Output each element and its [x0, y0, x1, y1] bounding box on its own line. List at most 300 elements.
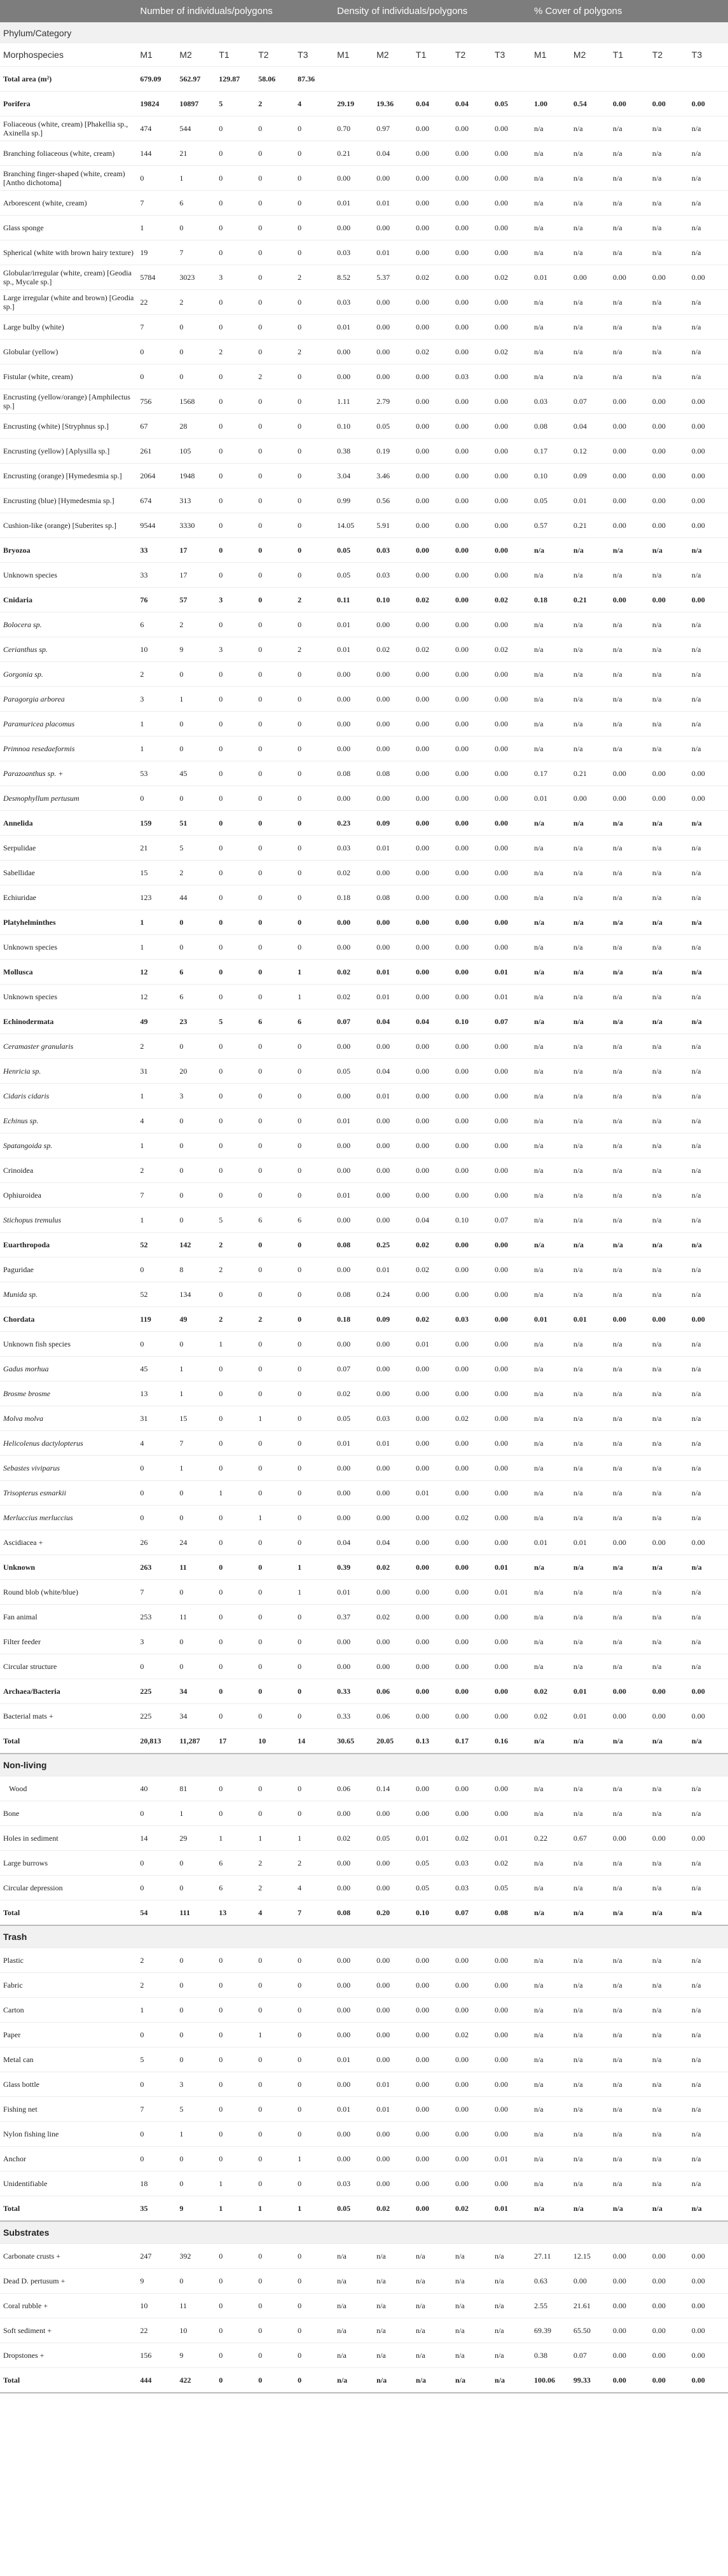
table-cell: n/a [570, 1973, 610, 1998]
table-cell: n/a [531, 240, 570, 265]
table-cell: n/a [531, 1034, 570, 1059]
table-cell: 0 [216, 761, 255, 786]
table-cell: 1 [176, 2122, 216, 2147]
table-cell: n/a [649, 1357, 689, 1381]
row-label: Primnoa resedaeformis [0, 737, 137, 761]
table-cell: n/a [689, 1776, 728, 1801]
table-cell: 49 [137, 1009, 176, 1034]
table-cell: n/a [570, 1801, 610, 1826]
table-cell: 0.00 [491, 1456, 531, 1481]
table-cell: 0.00 [452, 1704, 491, 1729]
table-cell: 0.00 [373, 786, 413, 811]
table-cell: 10897 [176, 92, 216, 116]
table-cell: 0 [137, 2147, 176, 2171]
table-cell: n/a [610, 737, 649, 761]
table-cell: 0.00 [413, 1555, 452, 1580]
col-header: T2 [255, 43, 294, 67]
table-cell: n/a [531, 1109, 570, 1133]
table-cell: n/a [570, 1630, 610, 1654]
table-cell: n/a [649, 191, 689, 216]
table-cell: 0.00 [413, 1034, 452, 1059]
table-cell: 0.10 [452, 1208, 491, 1233]
table-cell: 0.00 [334, 786, 373, 811]
table-cell: 0.07 [334, 1357, 373, 1381]
table-cell: n/a [531, 1381, 570, 1406]
table-cell: 11 [176, 2294, 216, 2318]
table-cell: 0.00 [491, 1158, 531, 1183]
table-cell: 0 [216, 191, 255, 216]
table-cell: 0.04 [452, 92, 491, 116]
table-cell: 0.00 [452, 1948, 491, 1973]
table-cell: 0.00 [491, 364, 531, 389]
table-row [0, 712, 728, 737]
table-cell: n/a [570, 687, 610, 712]
table-cell: n/a [570, 191, 610, 216]
table-cell: 0.00 [491, 2171, 531, 2196]
table-cell: 0.00 [649, 389, 689, 414]
table-cell: 0.19 [373, 439, 413, 464]
table-cell: 0 [255, 563, 294, 588]
table-cell: 0.00 [452, 1357, 491, 1381]
table-cell: n/a [531, 166, 570, 191]
table-cell: 21 [137, 836, 176, 861]
table-cell: n/a [531, 141, 570, 166]
table-cell: n/a [649, 1876, 689, 1901]
table-cell: 0.00 [334, 364, 373, 389]
table-cell: n/a [570, 563, 610, 588]
table-cell: 0 [216, 2368, 255, 2393]
table-cell: 0.00 [491, 712, 531, 737]
row-label: Carton [0, 1998, 137, 2023]
row-label: Paramuricea placomus [0, 712, 137, 737]
table-cell: n/a [570, 141, 610, 166]
table-cell: 5784 [137, 265, 176, 290]
table-cell: 0.00 [491, 786, 531, 811]
table-cell: 2 [216, 1307, 255, 1332]
table-row [0, 2171, 728, 2196]
table-cell: 0.16 [491, 1729, 531, 1754]
table-cell [649, 67, 689, 92]
table-cell: 263 [137, 1555, 176, 1580]
table-cell: 0.00 [491, 1307, 531, 1332]
table-cell: 0.00 [413, 811, 452, 836]
table-cell: n/a [531, 1580, 570, 1605]
table-cell: n/a [610, 1729, 649, 1754]
table-cell: 0.00 [491, 613, 531, 637]
table-cell: n/a [610, 1034, 649, 1059]
table-cell: n/a [570, 1183, 610, 1208]
table-cell: 0.02 [413, 1257, 452, 1282]
table-row [0, 761, 728, 786]
table-cell: 0 [255, 2244, 294, 2269]
table-cell: 0 [216, 985, 255, 1009]
table-cell: 0 [294, 1084, 334, 1109]
row-label: Echinodermata [0, 1009, 137, 1034]
table-cell: 0.00 [452, 662, 491, 687]
table-cell: 0.00 [491, 315, 531, 340]
row-label: Chordata [0, 1307, 137, 1332]
table-cell: 674 [137, 488, 176, 513]
table-cell: 0.00 [491, 1801, 531, 1826]
table-cell: n/a [610, 1973, 649, 1998]
table-cell: n/a [689, 2097, 728, 2122]
table-row [0, 1208, 728, 1233]
table-cell: 0 [294, 613, 334, 637]
table-cell: n/a [610, 2023, 649, 2047]
table-cell: n/a [570, 538, 610, 563]
row-label: Dropstones + [0, 2343, 137, 2368]
table-row [0, 2368, 728, 2393]
table-cell: 0.00 [413, 2171, 452, 2196]
table-cell: 0 [176, 2023, 216, 2047]
table-cell: n/a [531, 1973, 570, 1998]
table-cell: n/a [531, 1948, 570, 1973]
table-cell: 1 [176, 1801, 216, 1826]
table-cell: n/a [531, 290, 570, 315]
table-cell: 0 [294, 1431, 334, 1456]
table-cell: 0 [294, 1282, 334, 1307]
table-cell: 0.00 [570, 786, 610, 811]
table-cell: n/a [610, 637, 649, 662]
table-cell: 0.07 [452, 1901, 491, 1926]
table-cell: 0.00 [334, 340, 373, 364]
table-cell: 0.01 [531, 786, 570, 811]
table-row [0, 2196, 728, 2222]
table-cell: 1 [216, 2171, 255, 2196]
table-cell: 0.00 [491, 141, 531, 166]
row-label: Branching finger-shaped (white, cream) [Antho dichotoma] [0, 166, 137, 191]
table-cell: 0 [176, 1973, 216, 1998]
table-cell: n/a [649, 1208, 689, 1233]
table-cell: 0.00 [452, 2171, 491, 2196]
table-cell: n/a [689, 885, 728, 910]
row-label: Anchor [0, 2147, 137, 2171]
table-cell: n/a [413, 2294, 452, 2318]
table-cell: 0.09 [570, 464, 610, 488]
table-cell [373, 67, 413, 92]
table-cell: 0.00 [334, 737, 373, 761]
row-label: Porifera [0, 92, 137, 116]
table-cell: 3 [176, 1084, 216, 1109]
table-cell: 0.00 [649, 2294, 689, 2318]
table-row [0, 811, 728, 836]
table-cell: 0.00 [452, 910, 491, 935]
table-cell: 0.00 [373, 687, 413, 712]
table-cell: 0.07 [570, 2343, 610, 2368]
table-cell: 1 [216, 1826, 255, 1851]
table-cell: n/a [649, 2196, 689, 2222]
table-cell: n/a [570, 1257, 610, 1282]
table-row [0, 1901, 728, 1926]
table-cell: 0.02 [373, 1605, 413, 1630]
table-cell: 52 [137, 1282, 176, 1307]
table-cell: 0 [255, 1704, 294, 1729]
table-cell: 0.00 [373, 737, 413, 761]
table-cell: n/a [531, 1158, 570, 1183]
table-cell: n/a [649, 1654, 689, 1679]
table-cell: 0 [294, 885, 334, 910]
table-cell: n/a [531, 811, 570, 836]
table-cell: 0 [216, 1456, 255, 1481]
table-cell: n/a [610, 1876, 649, 1901]
table-cell: 0.00 [413, 885, 452, 910]
table-cell: n/a [649, 1776, 689, 1801]
table-cell: 0 [216, 2269, 255, 2294]
table-cell: 0 [255, 216, 294, 240]
table-cell: 0 [176, 1158, 216, 1183]
table-row [0, 1282, 728, 1307]
table-cell: 3 [137, 687, 176, 712]
table-cell: n/a [649, 538, 689, 563]
table-cell: 8.52 [334, 265, 373, 290]
table-cell: 0 [255, 1679, 294, 1704]
table-row [0, 1158, 728, 1183]
table-row [0, 1704, 728, 1729]
table-cell: 0.00 [452, 1530, 491, 1555]
table-cell: 0.00 [452, 1654, 491, 1679]
table-cell: 1.00 [531, 92, 570, 116]
table-cell: 0.00 [452, 513, 491, 538]
table-cell: n/a [570, 1332, 610, 1357]
table-cell: 0.00 [491, 836, 531, 861]
table-cell: 0.02 [373, 637, 413, 662]
table-cell: 0.00 [413, 513, 452, 538]
table-cell: 0.00 [373, 861, 413, 885]
row-label: Round blob (white/blue) [0, 1580, 137, 1605]
table-cell: 0.00 [649, 265, 689, 290]
table-cell: 0.00 [334, 712, 373, 737]
table-cell: n/a [689, 538, 728, 563]
table-cell [689, 67, 728, 92]
table-cell: 0 [216, 960, 255, 985]
table-cell: n/a [531, 1506, 570, 1530]
header-phylum-fill [137, 23, 728, 43]
table-cell: n/a [649, 637, 689, 662]
table-cell: 0.08 [334, 1282, 373, 1307]
table-cell: 5 [216, 92, 255, 116]
table-cell: n/a [610, 910, 649, 935]
table-cell: 0.00 [452, 166, 491, 191]
table-cell: n/a [649, 662, 689, 687]
table-cell: n/a [649, 811, 689, 836]
table-cell: 4 [255, 1901, 294, 1926]
table-cell: 0.08 [373, 761, 413, 786]
table-cell: 20,813 [137, 1729, 176, 1754]
table-cell: 0.00 [452, 1381, 491, 1406]
row-label: Ascidiacea + [0, 1530, 137, 1555]
table-cell: 0.00 [413, 389, 452, 414]
row-label: Encrusting (yellow/orange) [Amphilectus sp.] [0, 389, 137, 414]
table-cell: 0.00 [689, 1307, 728, 1332]
table-cell: 0 [294, 1948, 334, 1973]
table-cell: 0 [255, 2368, 294, 2393]
table-cell: 0.00 [373, 315, 413, 340]
table-cell: 0.01 [491, 1580, 531, 1605]
table-cell: n/a [610, 1456, 649, 1481]
table-cell: n/a [610, 811, 649, 836]
table-cell: n/a [570, 2047, 610, 2072]
table-cell: 0.00 [413, 488, 452, 513]
table-cell: 0.03 [373, 538, 413, 563]
table-row [0, 836, 728, 861]
table-cell: n/a [531, 637, 570, 662]
table-cell: 0.03 [452, 1876, 491, 1901]
row-label: Unknown species [0, 935, 137, 960]
table-cell: 3 [216, 637, 255, 662]
table-cell: n/a [689, 116, 728, 141]
table-cell: 0.09 [373, 1307, 413, 1332]
table-cell: 0.00 [689, 2294, 728, 2318]
table-cell: 17 [216, 1729, 255, 1754]
table-cell: 0.03 [334, 240, 373, 265]
table-cell: n/a [689, 1948, 728, 1973]
table-cell: 0 [216, 861, 255, 885]
table-cell: 0 [216, 2318, 255, 2343]
table-cell: 0.00 [413, 439, 452, 464]
table-cell: 0.01 [570, 1307, 610, 1332]
table-cell: n/a [610, 1208, 649, 1233]
table-row [0, 389, 728, 414]
table-cell: 0.03 [373, 1406, 413, 1431]
table-cell: n/a [610, 1851, 649, 1876]
table-cell: 0.00 [689, 2368, 728, 2393]
row-label: Cerianthus sp. [0, 637, 137, 662]
table-cell: n/a [570, 2171, 610, 2196]
table-cell: 27.11 [531, 2244, 570, 2269]
table-cell: 0 [294, 737, 334, 761]
table-cell: n/a [570, 340, 610, 364]
section-title: Non-living [0, 1754, 728, 1776]
table-cell: 0.00 [373, 1973, 413, 1998]
table-row [0, 687, 728, 712]
table-cell: 0.04 [413, 1208, 452, 1233]
table-cell: 0.00 [452, 1776, 491, 1801]
table-cell: 0 [294, 364, 334, 389]
table-cell: n/a [610, 1948, 649, 1973]
header-group-count: Number of individuals/polygons [137, 0, 334, 23]
table-cell: 0 [294, 1654, 334, 1679]
table-cell: 0.00 [610, 786, 649, 811]
table-cell: 1 [137, 910, 176, 935]
table-cell: 0.00 [452, 1431, 491, 1456]
table-cell: 0.05 [334, 2196, 373, 2222]
table-cell: 0 [216, 737, 255, 761]
table-cell: 0 [216, 1654, 255, 1679]
table-cell: 0 [255, 935, 294, 960]
table-cell: 9 [176, 2343, 216, 2368]
table-row [0, 1133, 728, 1158]
table-cell: n/a [570, 1109, 610, 1133]
table-cell: n/a [649, 1630, 689, 1654]
table-cell: 0.00 [610, 2294, 649, 2318]
table-cell: n/a [610, 960, 649, 985]
table-cell: n/a [610, 985, 649, 1009]
table-row [0, 1307, 728, 1332]
table-cell: 0 [294, 488, 334, 513]
row-label: Brosme brosme [0, 1381, 137, 1406]
table-cell: n/a [649, 1998, 689, 2023]
table-cell: 0.00 [452, 1605, 491, 1630]
table-cell: 0.00 [610, 588, 649, 613]
table-cell: n/a [531, 1282, 570, 1307]
table-cell: 34 [176, 1679, 216, 1704]
table-cell: n/a [649, 1948, 689, 1973]
table-cell: 0 [176, 2147, 216, 2171]
table-cell: 0 [176, 910, 216, 935]
table-cell: 0.00 [649, 2244, 689, 2269]
table-cell: 1 [137, 712, 176, 737]
table-cell: n/a [649, 1183, 689, 1208]
table-row [0, 1776, 728, 1801]
table-cell: 0.00 [649, 92, 689, 116]
table-cell: 0 [216, 1605, 255, 1630]
table-cell: 0.00 [689, 2269, 728, 2294]
table-cell: 0.04 [373, 1009, 413, 1034]
table-cell: n/a [570, 1876, 610, 1901]
table-cell: 0.00 [452, 1580, 491, 1605]
table-cell: n/a [689, 1630, 728, 1654]
table-cell: 0.00 [689, 389, 728, 414]
table-cell: 1 [294, 960, 334, 985]
table-cell: n/a [531, 1183, 570, 1208]
table-cell: 0.00 [491, 1431, 531, 1456]
table-cell: n/a [689, 1133, 728, 1158]
table-cell: 0.00 [610, 761, 649, 786]
table-cell: 0.00 [452, 191, 491, 216]
table-cell: n/a [689, 1431, 728, 1456]
row-label: Circular structure [0, 1654, 137, 1679]
table-cell: n/a [689, 1109, 728, 1133]
table-cell [570, 67, 610, 92]
table-cell: n/a [531, 315, 570, 340]
table-cell: 2 [294, 1851, 334, 1876]
table-cell: 0 [255, 1034, 294, 1059]
table-cell: 0.00 [413, 1801, 452, 1826]
header-group-cover: % Cover of polygons [531, 0, 728, 23]
table-cell: 0.00 [452, 488, 491, 513]
table-cell: n/a [689, 1876, 728, 1901]
table-cell: 5 [137, 2047, 176, 2072]
table-cell: 0.00 [334, 1084, 373, 1109]
table-cell: 0 [216, 315, 255, 340]
table-cell: 0.00 [452, 1481, 491, 1506]
table-cell: 0.00 [689, 1704, 728, 1729]
table-cell: 0 [255, 1998, 294, 2023]
table-cell: 1 [137, 216, 176, 240]
table-cell: 0 [255, 191, 294, 216]
table-cell: 0 [216, 414, 255, 439]
table-cell: 0.00 [491, 1332, 531, 1357]
table-cell: n/a [689, 1009, 728, 1034]
table-cell: 0.10 [452, 1009, 491, 1034]
table-cell: 0.00 [373, 2122, 413, 2147]
table-cell: 0.00 [452, 1158, 491, 1183]
table-cell: n/a [610, 1059, 649, 1084]
table-cell: 0.00 [491, 1506, 531, 1530]
table-cell: n/a [373, 2318, 413, 2343]
table-cell: n/a [531, 2097, 570, 2122]
table-cell: n/a [610, 1431, 649, 1456]
table-cell: 0.00 [689, 1679, 728, 1704]
table-cell: 0.33 [334, 1704, 373, 1729]
table-cell: n/a [570, 836, 610, 861]
row-label: Large burrows [0, 1851, 137, 1876]
table-cell: 0.00 [491, 2023, 531, 2047]
table-cell: 0 [216, 1133, 255, 1158]
table-cell: 57 [176, 588, 216, 613]
table-cell: 0.00 [491, 935, 531, 960]
table-cell: 0.00 [413, 116, 452, 141]
